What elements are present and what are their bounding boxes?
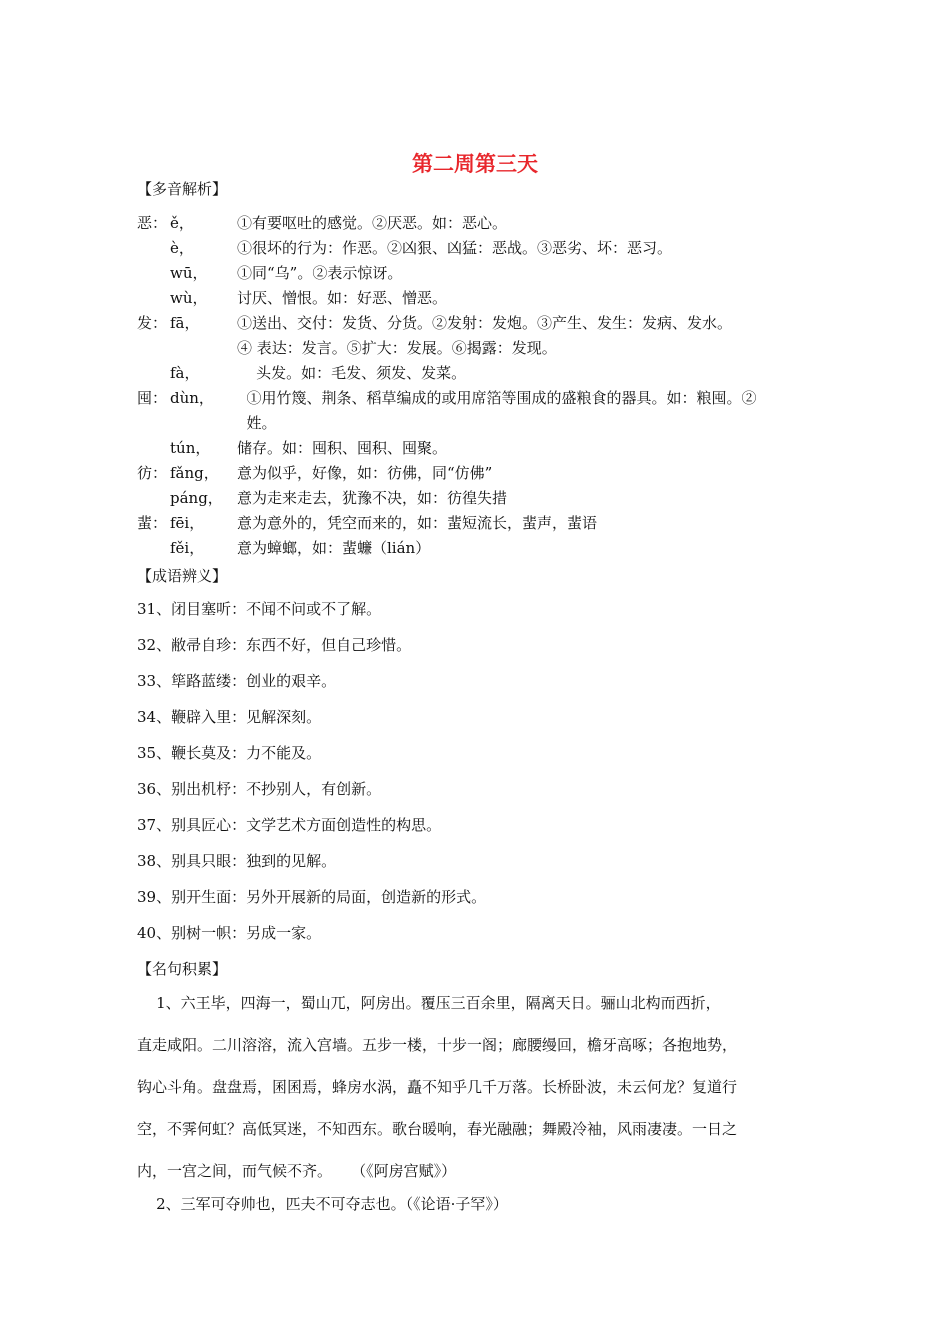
- polyphone-definition: ④ 表达：发言。⑤扩大：发展。⑥揭露：发现。: [237, 339, 557, 357]
- page-title: 第二周第三天: [412, 152, 538, 176]
- idiom-item: 32、敝帚自珍：东西不好，但自己珍惜。: [137, 636, 412, 654]
- polyphone-pinyin: wū，: [170, 264, 208, 282]
- quote-line: 1、六王毕，四海一，蜀山兀，阿房出。覆压三百余里，隔离天日。骊山北构而西折，: [137, 994, 721, 1012]
- polyphone-definition: 意为意外的，凭空而来的，如：蜚短流长，蜚声，蜚语: [237, 514, 598, 532]
- polyphone-pinyin: páng，: [170, 489, 223, 507]
- idiom-item: 36、别出机杼：不抄别人，有创新。: [137, 780, 382, 798]
- polyphone-pinyin: fǎng，: [170, 464, 219, 482]
- polyphone-definition: ①有要呕吐的感觉。②厌恶。如：恶心。: [237, 214, 508, 232]
- quote-line: 空，不霁何虹？高低冥迷，不知西东。歌台暖响，春光融融；舞殿冷袖，风雨凄凄。一日之: [137, 1120, 738, 1138]
- idiom-item: 33、筚路蓝缕：创业的艰辛。: [137, 672, 337, 690]
- polyphone-pinyin: tún，: [170, 439, 211, 457]
- idiom-item: 31、闭目塞听：不闻不问或不了解。: [137, 600, 382, 618]
- polyphone-char: 恶：: [137, 214, 168, 232]
- idiom-item: 39、别开生面：另外开展新的局面，创造新的形式。: [137, 888, 487, 906]
- polyphone-char: 彷：: [137, 464, 168, 482]
- polyphone-definition: ①很坏的行为：作恶。②凶狠、凶猛：恶战。③恶劣、坏：恶习。: [237, 239, 673, 257]
- polyphone-definition: ①用竹篾、荆条、稻草编成的或用席箔等围成的盛粮食的器具。如：粮囤。②: [237, 389, 757, 407]
- polyphone-pinyin: fà，: [170, 364, 200, 382]
- polyphone-char: 发：: [137, 314, 168, 332]
- polyphone-definition: ①送出、交付：发货、分货。②发射：发炮。③产生、发生：发病、发水。: [237, 314, 733, 332]
- polyphone-definition: 意为蟑螂，如：蜚蠊（lián）: [237, 539, 431, 557]
- polyphone-definition: 意为似乎，好像，如：彷佛，同“仿佛”: [237, 464, 493, 482]
- polyphone-definition: 姓。: [237, 414, 277, 432]
- polyphone-char: 蜚：: [137, 514, 168, 532]
- quote-2: 2、三军可夺帅也，匹夫不可夺志也。（《论语·子罕》）: [137, 1195, 508, 1213]
- idiom-item: 35、鞭长莫及：力不能及。: [137, 744, 322, 762]
- polyphone-char: 囤：: [137, 389, 168, 407]
- polyphone-pinyin: fēi，: [170, 514, 205, 532]
- polyphone-definition: 意为走来走去，犹豫不决，如：彷徨失措: [237, 489, 508, 507]
- polyphone-pinyin: ě，: [170, 214, 194, 232]
- polyphone-pinyin: è，: [170, 239, 194, 257]
- polyphone-pinyin: fā，: [170, 314, 200, 332]
- idiom-item: 40、别树一帜：另成一家。: [137, 924, 322, 942]
- idiom-item: 37、别具匠心：文学艺术方面创造性的构思。: [137, 816, 442, 834]
- polyphone-pinyin: fěi，: [170, 539, 205, 557]
- polyphone-pinyin: wù，: [170, 289, 208, 307]
- quote-line: 钩心斗角。盘盘焉，囷囷焉，蜂房水涡，矗不知乎几千万落。长桥卧波，未云何龙？复道行: [137, 1078, 738, 1096]
- section-heading-quotes: 【名句积累】: [137, 960, 228, 978]
- quote-line: 直走咸阳。二川溶溶，流入宫墙。五步一楼，十步一阁；廊腰缦回，檐牙高啄；各抱地势，: [137, 1036, 738, 1054]
- polyphone-definition: 储存。如：囤积、囤积、囤聚。: [237, 439, 448, 457]
- polyphone-definition: 头发。如：毛发、须发、发菜。: [237, 364, 467, 382]
- section-heading-idioms: 【成语辨义】: [137, 567, 228, 585]
- polyphone-definition: 讨厌、憎恨。如：好恶、憎恶。: [237, 289, 448, 307]
- polyphone-pinyin: dùn，: [170, 389, 214, 407]
- idiom-item: 34、鞭辟入里：见解深刻。: [137, 708, 322, 726]
- polyphone-definition: ①同“乌”。②表示惊讶。: [237, 264, 403, 282]
- idiom-item: 38、别具只眼：独到的见解。: [137, 852, 337, 870]
- section-heading-polyphone: 【多音解析】: [137, 180, 228, 198]
- quote-line: 内，一宫之间，而气候不齐。 （《阿房宫赋》）: [137, 1162, 457, 1180]
